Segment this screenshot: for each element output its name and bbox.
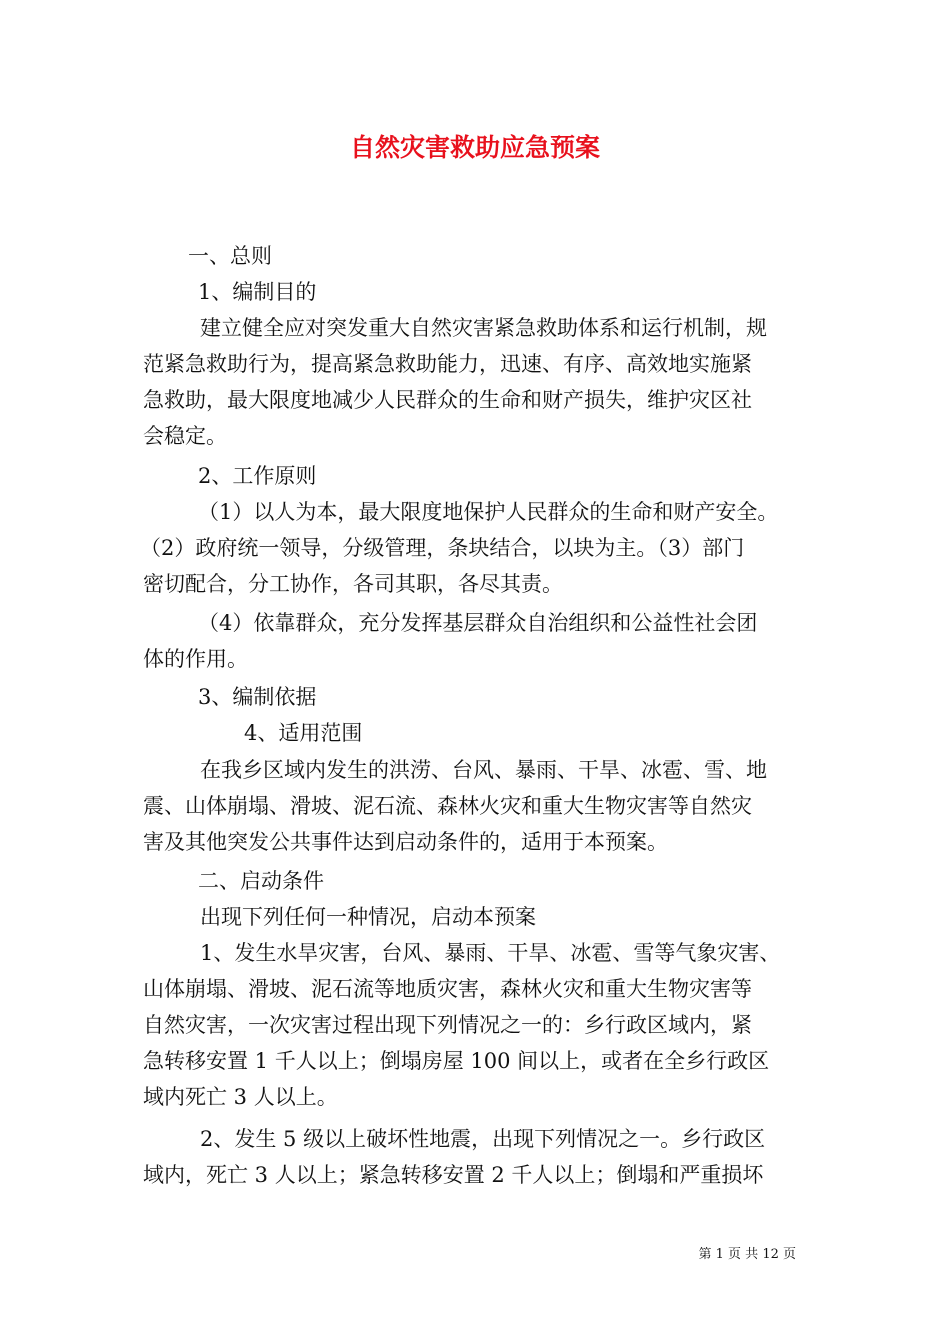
subsection-heading: 2、工作原则 xyxy=(198,464,317,488)
paragraph-line: 在我乡区域内发生的洪涝、台风、暴雨、干旱、冰雹、雪、地 xyxy=(200,758,767,782)
section-heading: 一、总则 xyxy=(188,244,272,268)
paragraph-line: 山体崩塌、滑坡、泥石流等地质灾害，森林火灾和重大生物灾害等 xyxy=(143,977,752,1001)
paragraph-line: （4）依靠群众，充分发挥基层群众自治组织和公益性社会团 xyxy=(198,611,758,635)
paragraph-line: 域内，死亡 3 人以上；紧急转移安置 2 千人以上；倒塌和严重损坏 xyxy=(143,1163,764,1187)
paragraph-line: 自然灾害，一次灾害过程出现下列情况之一的：乡行政区域内，紧 xyxy=(143,1013,752,1037)
paragraph-line: 体的作用。 xyxy=(143,647,248,671)
paragraph-line: 1、发生水旱灾害，台风、暴雨、干旱、冰雹、雪等气象灾害、 xyxy=(200,941,781,965)
paragraph-line: （1）以人为本，最大限度地保护人民群众的生命和财产安全。 xyxy=(198,500,779,524)
subsection-heading: 1、编制目的 xyxy=(198,280,317,304)
subsection-heading: 3、编制依据 xyxy=(198,685,317,709)
paragraph-line: 急救助，最大限度地减少人民群众的生命和财产损失，维护灾区社 xyxy=(143,388,752,412)
paragraph-line: 2、发生 5 级以上破坏性地震，出现下列情况之一。乡行政区 xyxy=(200,1127,766,1151)
paragraph-line: 建立健全应对突发重大自然灾害紧急救助体系和运行机制，规 xyxy=(200,316,767,340)
paragraph-line: 急转移安置 1 千人以上；倒塌房屋 100 间以上，或者在全乡行政区 xyxy=(143,1049,770,1073)
page-title: 自然灾害救助应急预案 xyxy=(349,133,600,162)
page-number: 第 1 页 共 12 页 xyxy=(698,1247,796,1262)
paragraph-line: 会稳定。 xyxy=(143,424,227,448)
paragraph-line: 害及其他突发公共事件达到启动条件的，适用于本预案。 xyxy=(143,830,668,854)
section-heading: 二、启动条件 xyxy=(198,869,324,893)
paragraph-line: 域内死亡 3 人以上。 xyxy=(143,1085,338,1109)
subsection-heading: 4、适用范围 xyxy=(244,721,363,745)
paragraph-line: 密切配合，分工协作，各司其职，各尽其责。 xyxy=(143,572,563,596)
paragraph-line: 出现下列任何一种情况，启动本预案 xyxy=(200,905,536,929)
paragraph-line: 震、山体崩塌、滑坡、泥石流、森林火灾和重大生物灾害等自然灾 xyxy=(143,794,752,818)
paragraph-line: 范紧急救助行为，提高紧急救助能力，迅速、有序、高效地实施紧 xyxy=(143,352,752,376)
paragraph-line: （2）政府统一领导，分级管理，条块结合，以块为主。（3）部门 xyxy=(140,536,745,560)
